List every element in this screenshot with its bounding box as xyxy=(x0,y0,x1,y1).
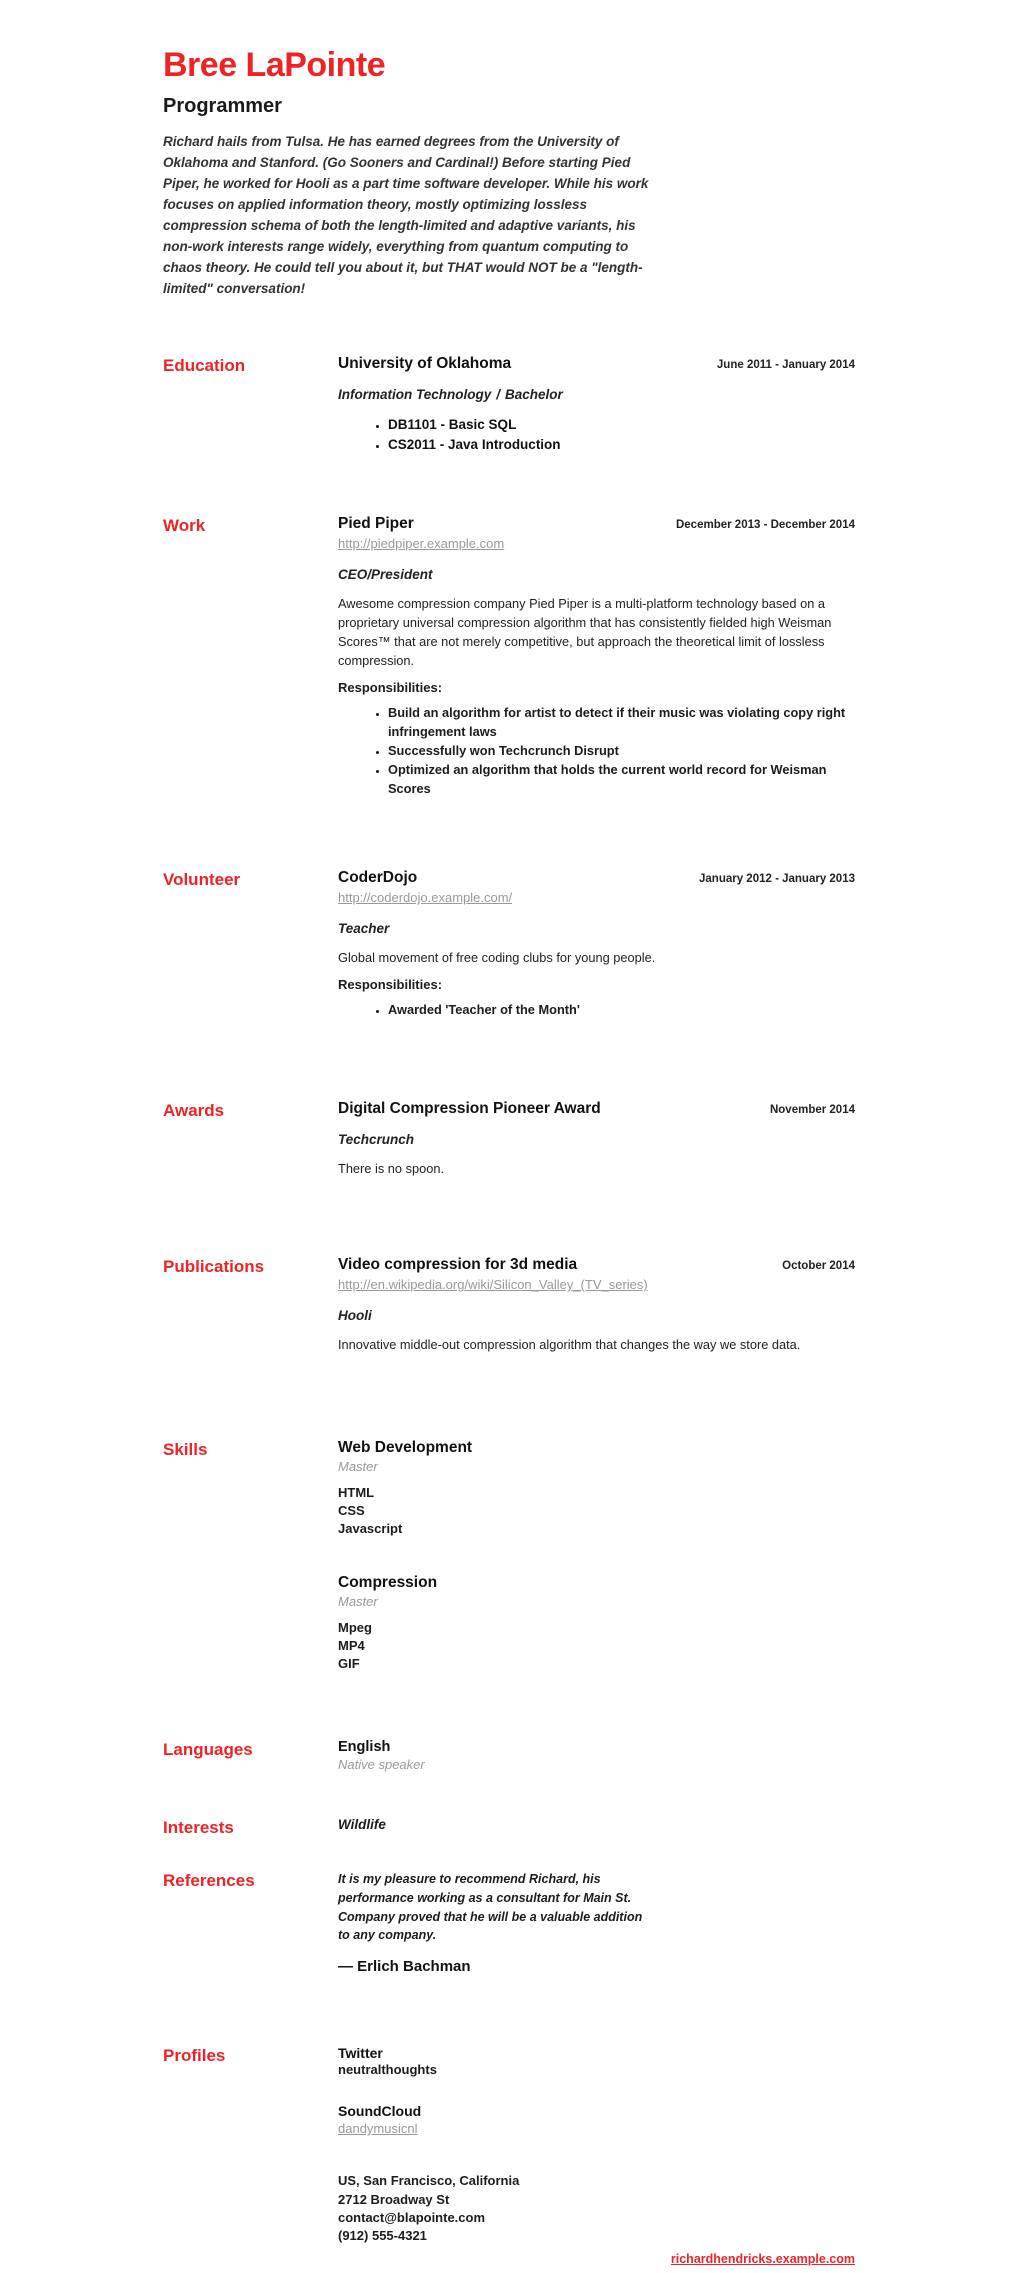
education-title-row xyxy=(338,355,855,373)
references-content xyxy=(338,1870,855,1975)
course-item: • CS2011 - Java Introduction xyxy=(388,435,855,455)
person-summary: Richard hails from Tulsa. He has earned degrees from the University of Oklahoma and Stanford. (Go Sooners and Cardinal!) Before starting Pied Piper, he worked for Hooli as a part time software developer. While his work focuses on applied information theory, mostly optimizing lossless compression schema of both the length-limited and adaptive variants, his non-work interests range widely, everything from quantum computing to chaos theory. He could tell you about it, but THAT would NOT be a "length-limited" conversation! xyxy=(163,134,649,296)
languages-content xyxy=(338,1739,855,1772)
section-references xyxy=(163,1870,855,1975)
footer xyxy=(163,2250,855,2268)
study-area: Information Technology xyxy=(338,387,492,403)
reference-name: — Erlich Bachman xyxy=(338,1958,471,1976)
volunteer-responsibilities-label: Responsibilities: xyxy=(338,977,443,993)
profiles-content xyxy=(338,2045,855,2138)
languages-heading: Languages xyxy=(163,1739,253,1759)
award-title: Digital Compression Pioneer Award xyxy=(338,1100,601,1118)
profile-username-link[interactable]: dandymusicnl xyxy=(338,2121,418,2137)
contact-phone: (912) 555-4321 xyxy=(338,2228,427,2244)
section-work xyxy=(163,515,855,799)
skill-keyword: GIF xyxy=(338,1656,360,1672)
skills-heading: Skills xyxy=(163,1439,208,1459)
course-item: • DB1101 - Basic SQL xyxy=(388,415,855,435)
work-summary: Awesome compression company Pied Piper is a multi-platform technology based on a proprietary universal compression algorithm that has consistently fielded high Weisman Scores™ that are not merely competitive, but approach the theoretical limit of lossless compression. xyxy=(338,595,832,669)
skill-level: Master xyxy=(338,1458,378,1474)
work-title-row xyxy=(338,515,855,533)
volunteer-position: Teacher xyxy=(338,921,390,937)
skill-item xyxy=(338,1574,855,1674)
work-date: December 2013 - December 2014 xyxy=(675,518,855,531)
publication-date: October 2014 xyxy=(782,1260,855,1273)
volunteer-title-row xyxy=(338,869,855,887)
award-summary: There is no spoon. xyxy=(338,1161,444,1177)
profile-item xyxy=(338,2103,855,2138)
skill-name: Web Development xyxy=(338,1438,473,1456)
work-position: CEO/President xyxy=(338,566,433,582)
publication-summary: Innovative middle-out compression algorithm that changes the way we store data. xyxy=(338,1337,801,1353)
skill-keyword: HTML xyxy=(338,1484,375,1500)
section-languages xyxy=(163,1739,855,1772)
work-heading: Work xyxy=(163,515,206,535)
organization-name: CoderDojo xyxy=(338,869,418,887)
publication-website-link[interactable]: http://en.wikipedia.org/wiki/Silicon_Valley_(TV_series) xyxy=(338,1277,648,1293)
section-volunteer xyxy=(163,869,855,1020)
degree-separator: / xyxy=(496,387,501,403)
course-list xyxy=(338,415,855,454)
company-name: Pied Piper xyxy=(338,514,414,532)
volunteer-summary: Global movement of free coding clubs for young people. xyxy=(338,950,656,966)
skill-keyword: Javascript xyxy=(338,1520,403,1536)
personal-website-link[interactable]: richardhendricks.example.com xyxy=(670,2251,855,2266)
skill-level: Master xyxy=(338,1594,378,1610)
education-content xyxy=(338,355,855,454)
resume-page xyxy=(163,0,855,2268)
awards-content xyxy=(338,1100,855,1178)
resume-header xyxy=(163,46,855,299)
language-name: English xyxy=(338,1738,391,1755)
volunteer-date: January 2012 - January 2013 xyxy=(699,873,855,886)
interests-content xyxy=(338,1817,855,1832)
profile-item xyxy=(338,2045,855,2077)
language-fluency: Native speaker xyxy=(338,1756,425,1772)
publication-name: Video compression for 3d media xyxy=(338,1256,578,1274)
profile-username: neutralthoughts xyxy=(338,2062,437,2078)
publications-heading: Publications xyxy=(163,1257,265,1277)
section-interests xyxy=(163,1817,855,1838)
publication-title-row xyxy=(338,1256,855,1274)
skill-keyword: CSS xyxy=(338,1502,365,1518)
work-content xyxy=(338,515,855,799)
person-name: Bree LaPointe xyxy=(163,46,386,84)
volunteer-highlight-list xyxy=(338,1001,855,1020)
work-responsibilities-label: Responsibilities: xyxy=(338,680,443,696)
section-awards xyxy=(163,1100,855,1178)
contact-block xyxy=(338,2172,855,2246)
award-title-row xyxy=(338,1100,855,1118)
skill-keywords xyxy=(338,1619,855,1674)
section-profiles xyxy=(163,2045,855,2138)
section-skills xyxy=(163,1439,855,1674)
profiles-heading: Profiles xyxy=(163,2046,226,2066)
skill-item xyxy=(338,1439,855,1539)
contact-address: 2712 Broadway St xyxy=(338,2191,450,2207)
award-awarder: Techcrunch xyxy=(338,1132,415,1148)
skills-content xyxy=(338,1439,855,1674)
skill-name: Compression xyxy=(338,1574,438,1592)
study-type: Bachelor xyxy=(505,387,563,403)
profile-network: SoundCloud xyxy=(338,2103,422,2120)
contact-location: US, San Francisco, California xyxy=(338,2173,520,2189)
award-date: November 2014 xyxy=(769,1104,855,1117)
volunteer-highlight: • Awarded 'Teacher of the Month' xyxy=(388,1001,855,1020)
skill-keywords xyxy=(338,1484,855,1539)
profile-network: Twitter xyxy=(338,2045,383,2062)
interest-name: Wildlife xyxy=(338,1816,386,1832)
section-education xyxy=(163,355,855,454)
awards-heading: Awards xyxy=(163,1101,225,1121)
skill-keyword: Mpeg xyxy=(338,1620,372,1636)
education-date: June 2011 - January 2014 xyxy=(716,359,855,372)
reference-quote: It is my pleasure to recommend Richard, his performance working as a consultant for Main St. Company proved that he will be a valuable addition to any company. xyxy=(338,1872,643,1943)
section-publications xyxy=(163,1256,855,1354)
skill-keyword: MP4 xyxy=(338,1638,365,1654)
degree-line xyxy=(338,387,855,402)
volunteer-heading: Volunteer xyxy=(163,870,241,890)
interests-heading: Interests xyxy=(163,1817,234,1837)
education-heading: Education xyxy=(163,356,246,376)
work-highlight: • Optimized an algorithm that holds the current world record for Weisman Scores xyxy=(388,761,855,799)
organization-website-link[interactable]: http://coderdojo.example.com/ xyxy=(338,890,513,906)
volunteer-content xyxy=(338,869,855,1020)
company-website-link[interactable]: http://piedpiper.example.com xyxy=(338,535,505,551)
work-highlight-list xyxy=(338,704,855,799)
publication-publisher: Hooli xyxy=(338,1308,372,1324)
work-highlight: • Successfully won Techcrunch Disrupt xyxy=(388,742,855,761)
institution-name: University of Oklahoma xyxy=(338,355,512,373)
person-job-title: Programmer xyxy=(163,95,282,118)
references-heading: References xyxy=(163,1871,255,1891)
publications-content xyxy=(338,1256,855,1354)
work-highlight: • Build an algorithm for artist to detect if their music was violating copy right infringement laws xyxy=(388,704,855,742)
contact-email: contact@blapointe.com xyxy=(338,2209,486,2225)
